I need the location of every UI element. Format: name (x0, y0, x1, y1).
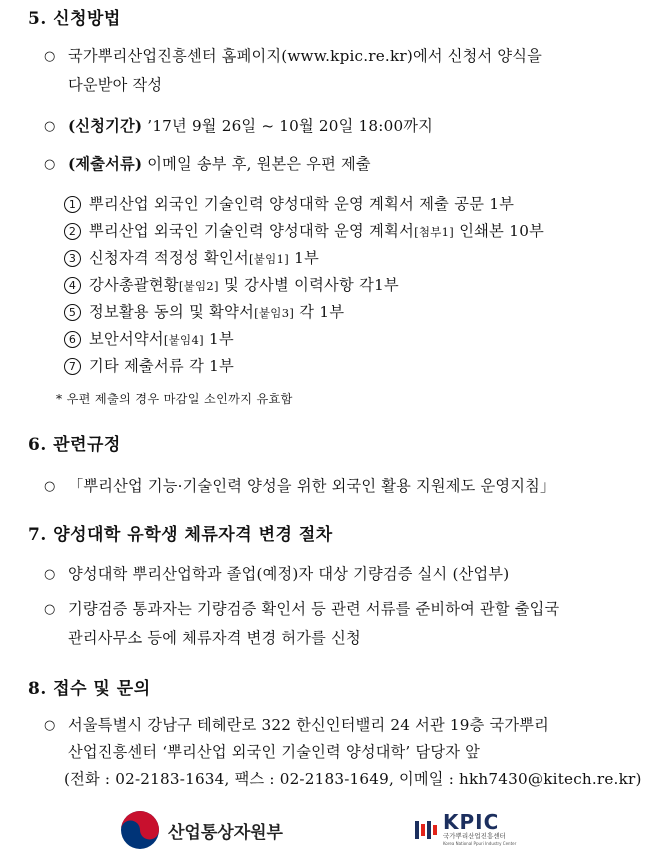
section-5-heading: 5. 신청방법 (28, 9, 121, 29)
circled-number: 3 (64, 250, 81, 267)
section-5-bullet-period (44, 112, 644, 141)
bullet-circle: ○ (44, 49, 56, 64)
documents-label: (제출서류) (68, 155, 143, 173)
taegeuk-icon (120, 810, 160, 850)
document-list-item: 3 신청자격 적정성 확인서[붙임1] 1부 (64, 246, 319, 271)
section-8-bullet-contact (44, 712, 644, 793)
section-5-bullet-documents (44, 150, 644, 179)
address-line-2: 산업진흥센터 ‘뿌리산업 외국인 기술인력 양성대학’ 담당자 앞 (68, 743, 480, 761)
section-7-heading: 7. 양성대학 유학생 체류자격 변경 절차 (28, 525, 333, 545)
postal-note: * 우편 제출의 경우 마감일 소인까지 유효함 (56, 392, 293, 406)
document-list-item: 4 강사총괄현황[붙임2] 및 강사별 이력사항 각1부 (64, 273, 399, 298)
attachment-tag: [붙임2] (178, 279, 219, 293)
documents-text: 이메일 송부 후, 원본은 우편 제출 (142, 155, 371, 173)
bullet-text-cont: 다운받아 작성 (68, 76, 163, 94)
circled-number: 1 (64, 196, 81, 213)
circled-number: 7 (64, 358, 81, 375)
document-list-item: 1 뿌리산업 외국인 기술인력 양성대학 운영 계획서 제출 공문 1부 (64, 192, 514, 216)
period-text: ’17년 9월 26일 ~ 10월 20일 18:00까지 (142, 117, 434, 135)
contact-line: (전화 : 02-2183-1634, 팩스 : 02-2183-1649, 이메일 : hkh7430@kitech.re.kr) (64, 770, 642, 788)
circled-number: 2 (64, 223, 81, 240)
circled-number: 6 (64, 331, 81, 348)
attachment-tag: [첨부1] (414, 225, 455, 239)
circled-number: 5 (64, 304, 81, 321)
section-7-bullet-skill-test (44, 560, 644, 589)
bullet-text: 국가뿌리산업진흥센터 홈페이지(www.kpic.re.kr)에서 신청서 양식을 (68, 47, 542, 65)
period-label: (신청기간) (68, 117, 143, 135)
document-list-item: 5 정보활용 동의 및 확약서[붙임3] 각 1부 (64, 300, 344, 325)
bullet-circle: ○ (44, 119, 56, 134)
kpic-korean-name: 국가뿌리산업진흥센터 (443, 832, 506, 840)
circled-number: 4 (64, 277, 81, 294)
visa-change-text-cont: 관리사무소 등에 체류자격 변경 허가를 신청 (68, 629, 361, 647)
section-6-heading: 6. 관련규정 (28, 435, 121, 455)
kpic-name: KPIC (443, 810, 500, 834)
document-list-item: 7 기타 제출서류 각 1부 (64, 354, 234, 378)
bullet-circle: ○ (44, 157, 56, 172)
document-list-item: 2 뿌리산업 외국인 기술인력 양성대학 운영 계획서[첨부1] 인쇄본 10부 (64, 219, 544, 244)
bullet-circle: ○ (44, 602, 56, 617)
section-6-bullet-regulation (44, 472, 644, 501)
visa-change-text: 기량검증 통과자는 기량검증 확인서 등 관련 서류를 준비하여 관할 출입국 (68, 600, 560, 618)
bullet-circle: ○ (44, 567, 56, 582)
section-7-bullet-visa-change (44, 595, 644, 653)
kpic-logo (414, 812, 516, 847)
section-8-heading: 8. 접수 및 문의 (28, 679, 151, 699)
ministry-name: 산업통상자원부 (168, 822, 283, 843)
attachment-tag: [붙임4] (163, 333, 204, 347)
kpic-mark-icon (414, 819, 438, 841)
section-5-bullet-homepage (44, 42, 644, 100)
skill-test-text: 양성대학 뿌리산업학과 졸업(예정)자 대상 기량검증 실시 (산업부) (68, 565, 510, 583)
address-line-1: 서울특별시 강남구 테헤란로 322 한신인터밸리 24 서관 19층 국가뿌리 (68, 716, 550, 734)
document-list-item: 6 보안서약서[붙임4] 1부 (64, 327, 234, 352)
bullet-circle: ○ (44, 718, 56, 733)
bullet-circle: ○ (44, 479, 56, 494)
regulation-text: 「뿌리산업 기능·기술인력 양성을 위한 외국인 활용 지원제도 운영지침」 (68, 477, 556, 495)
kpic-english-name: Korea National Ppuri Industry Center (443, 841, 517, 846)
attachment-tag: [붙임1] (248, 252, 289, 266)
attachment-tag: [붙임3] (254, 306, 295, 320)
ministry-logo (120, 810, 283, 850)
